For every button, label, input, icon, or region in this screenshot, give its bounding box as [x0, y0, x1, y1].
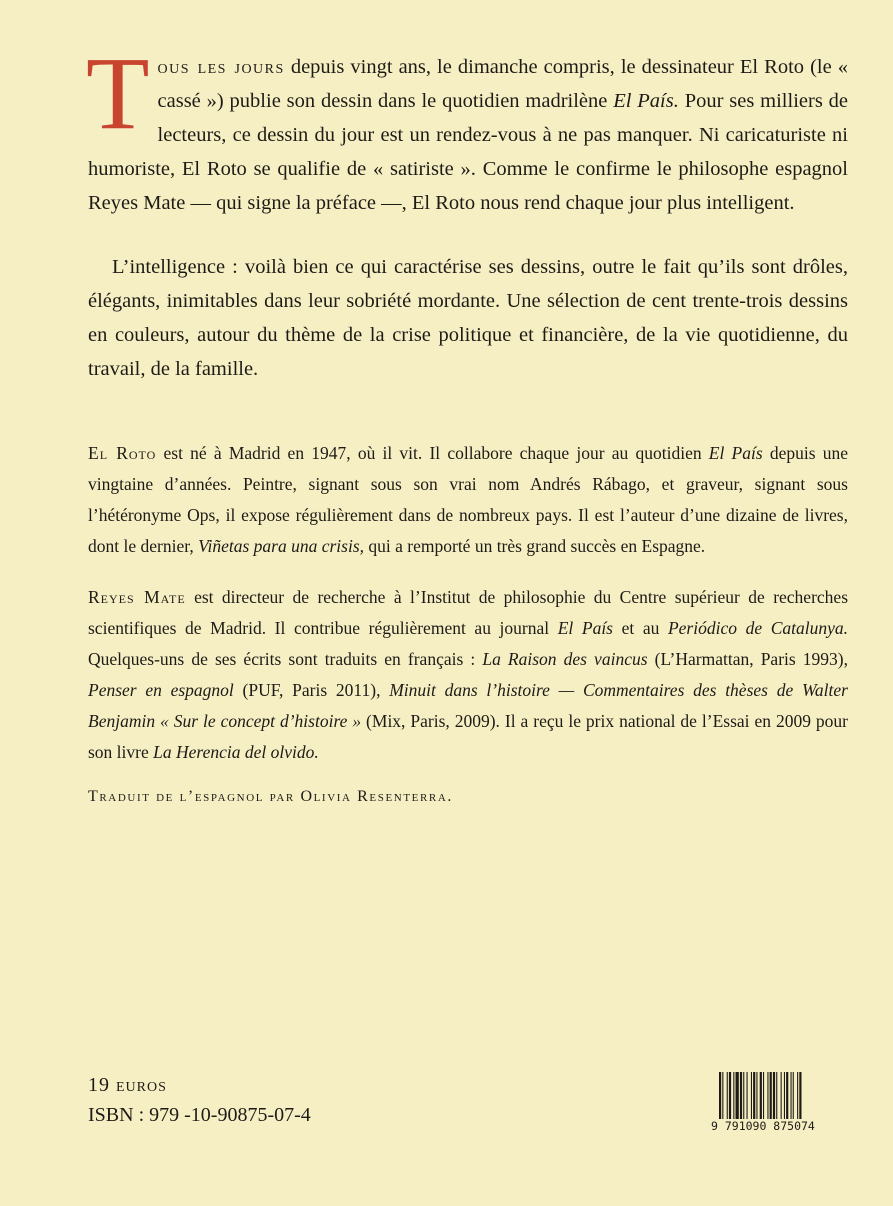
bio-mate-paper-2: Periódico de Catalunya.: [667, 618, 848, 638]
bio-mate-text-3: Quelques-uns de ses écrits sont traduits en français :: [88, 649, 483, 669]
barcode-bar: [727, 1072, 728, 1126]
drop-cap: T: [86, 36, 150, 151]
bio-el-roto: [88, 438, 848, 562]
intro-paragraph-2: L’intelligence : voilà bien ce qui caractérise ses dessins, outre le fait qu’ils sont drôles, élégants, inimitables dans leur sobriété mordante. Une sélection de cent trente-trois dessins en couleurs, autour du thème de la crise politique et financière, de la vie quotidienne, du travail, de la famille.: [88, 256, 848, 380]
bio-mate-book-2: Penser en espagnol: [88, 680, 234, 700]
bio-roto-text-2: depuis une vingtaine d’années. Peintre, signant sous son vrai nom Andrés Rábago, et graveur, signant sous l’hétéronyme Ops, il expose régulièrement dans de nombreux pays. Il est l’auteur d’une dizaine de livres, dont le dernier,: [88, 443, 848, 556]
barcode-bar: [740, 1072, 742, 1126]
bio-mate-book-1: La Raison des vaincus: [482, 649, 648, 669]
barcode-bar: [760, 1072, 762, 1126]
barcode-bar: [793, 1072, 794, 1126]
barcode-bar: [736, 1072, 739, 1126]
barcode-bar: [784, 1072, 785, 1126]
intro-text-1: depuis vingt ans, le dimanche compris, le dessinateur El Roto (le « cassé ») publie son dessin dans le quotidien madrilène: [157, 56, 848, 112]
intro-smallcaps: ous les jours: [157, 56, 285, 78]
barcode-bar: [733, 1072, 734, 1126]
barcode-bar: [776, 1072, 777, 1126]
intro-text-2: Pour ses milliers de lecteurs, ce dessin du jour est un rendez-vous à ne pas manquer. Ni caricaturiste ni humoriste, El Roto se qualifie de « satiriste ». Comme le confirme le philosophe espagnol Reyes Mate — qui signe la préface —, El Roto nous rend chaque jour plus intelligent.: [88, 90, 848, 214]
bio-mate-name: Reyes Mate: [88, 587, 186, 607]
isbn: ISBN : 979 -10-90875-07-4: [88, 1104, 311, 1126]
bio-mate-text-6: (Mix, Paris, 2009). Il a reçu le prix national de l’Essai en 2009 pour son livre: [88, 711, 848, 762]
barcode-bar: [729, 1072, 731, 1126]
bio-roto-name: El Roto: [88, 443, 157, 463]
translator-credit: Traduit de l’espagnol par Olivia Resenterra.: [88, 788, 453, 805]
barcode-bar: [767, 1072, 768, 1126]
price: 19 euros: [88, 1074, 167, 1096]
barcode-bar: [763, 1072, 764, 1126]
barcode-digits: 9 791090 875074: [711, 1119, 851, 1133]
barcode-bar: [781, 1072, 782, 1126]
barcode-bar: [756, 1072, 757, 1126]
barcode-bar: [770, 1072, 772, 1126]
bio-mate-text-5: (PUF, Paris 2011),: [233, 680, 390, 700]
barcode-bar: [743, 1072, 744, 1126]
intro-paragraph-1: [86, 36, 848, 220]
barcode: [711, 1072, 851, 1142]
barcode-bar: [747, 1072, 748, 1126]
barcode-bar: [773, 1072, 775, 1126]
barcode-bar: [786, 1072, 788, 1126]
bio-roto-text-1: est né à Madrid en 1947, où il vit. Il collabore chaque jour au quotidien: [156, 443, 709, 463]
barcode-bar: [753, 1072, 755, 1126]
intro-newspaper: El País.: [613, 90, 679, 112]
barcode-bar: [791, 1072, 792, 1126]
bio-mate-book-3: Minuit dans l’histoire — Commentaires des thèses de Walter Benjamin « Sur le concept d’histoire »: [88, 680, 848, 731]
bio-roto-newspaper: El País: [708, 443, 763, 463]
bio-mate-book-4: La Herencia del olvido.: [153, 742, 319, 762]
bio-reyes-mate: [88, 582, 848, 768]
bio-mate-text-4: (L’Harmattan, Paris 1993),: [647, 649, 848, 669]
barcode-bar: [797, 1072, 798, 1126]
bio-mate-paper-1: El País: [557, 618, 613, 638]
barcode-bar: [751, 1072, 752, 1126]
bio-roto-book: Viñetas para una crisis,: [198, 536, 365, 556]
bio-mate-text-1: est directeur de recherche à l’Institut de philosophie du Centre supérieur de recherches scientifiques de Madrid. Il contribue régulièrement au journal: [88, 587, 849, 638]
bio-roto-text-3: qui a remporté un très grand succès en Espagne.: [364, 536, 706, 556]
bio-mate-text-2: et au: [613, 618, 668, 638]
